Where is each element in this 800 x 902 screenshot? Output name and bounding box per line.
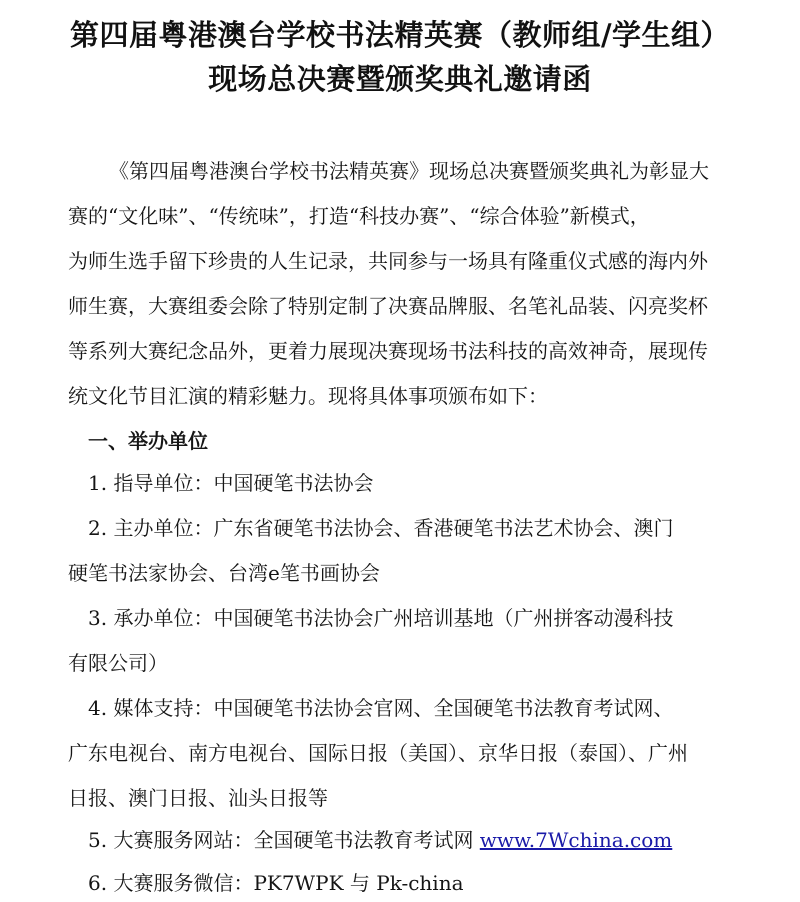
list-item-media-support-continued: 广东电视台、南方电视台、国际日报（美国）、京华日报（泰国）、广州 — [68, 741, 688, 765]
service-website-label: 5. 大赛服务网站：全国硬笔书法教育考试网 — [88, 828, 480, 852]
list-item-media-support-continued: 日报、澳门日报、汕头日报等 — [68, 786, 328, 810]
list-item-host-continued: 有限公司） — [68, 651, 168, 675]
list-item-organizer-continued: 硬笔书法家协会、台湾e笔书画协会 — [68, 561, 380, 585]
service-website-link[interactable]: www.7Wchina.com — [479, 828, 673, 852]
list-item-host: 3. 承办单位：中国硬笔书法协会广州培训基地（广州拼客动漫科技 — [88, 606, 674, 630]
document-title-line-1: 第四届粤港澳台学校书法精英赛（教师组/学生组） — [69, 18, 731, 52]
intro-paragraph-line: 为师生选手留下珍贵的人生记录，共同参与一场具有隆重仪式感的海内外 — [68, 249, 708, 273]
list-item-guiding-unit: 1. 指导单位：中国硬笔书法协会 — [88, 471, 374, 495]
intro-paragraph-line: 赛的“文化味”、“传统味”，打造“科技办赛”、“综合体验”新模式， — [68, 204, 650, 228]
intro-paragraph-line: 师生赛，大赛组委会除了特别定制了决赛品牌服、名笔礼品装、闪亮奖杯 — [68, 294, 708, 318]
list-item-media-support: 4. 媒体支持：中国硬笔书法协会官网、全国硬笔书法教育考试网、 — [88, 696, 674, 720]
list-item-organizer: 2. 主办单位：广东省硬笔书法协会、香港硬笔书法艺术协会、澳门 — [88, 516, 674, 540]
intro-paragraph-line: 统文化节目汇演的精彩魅力。现将具体事项颁布如下： — [68, 384, 548, 408]
list-item-service-wechat: 6. 大赛服务微信：PK7WPK 与 Pk-china — [88, 871, 464, 895]
list-item-service-website — [88, 827, 672, 853]
section-heading: 一、举办单位 — [88, 429, 208, 453]
intro-paragraph-line: 《第四届粤港澳台学校书法精英赛》现场总决赛暨颁奖典礼为彰显大 — [109, 159, 709, 183]
intro-paragraph-line: 等系列大赛纪念品外，更着力展现决赛现场书法科技的高效神奇，展现传 — [68, 339, 708, 363]
document-title-line-2: 现场总决赛暨颁奖典礼邀请函 — [208, 62, 592, 96]
